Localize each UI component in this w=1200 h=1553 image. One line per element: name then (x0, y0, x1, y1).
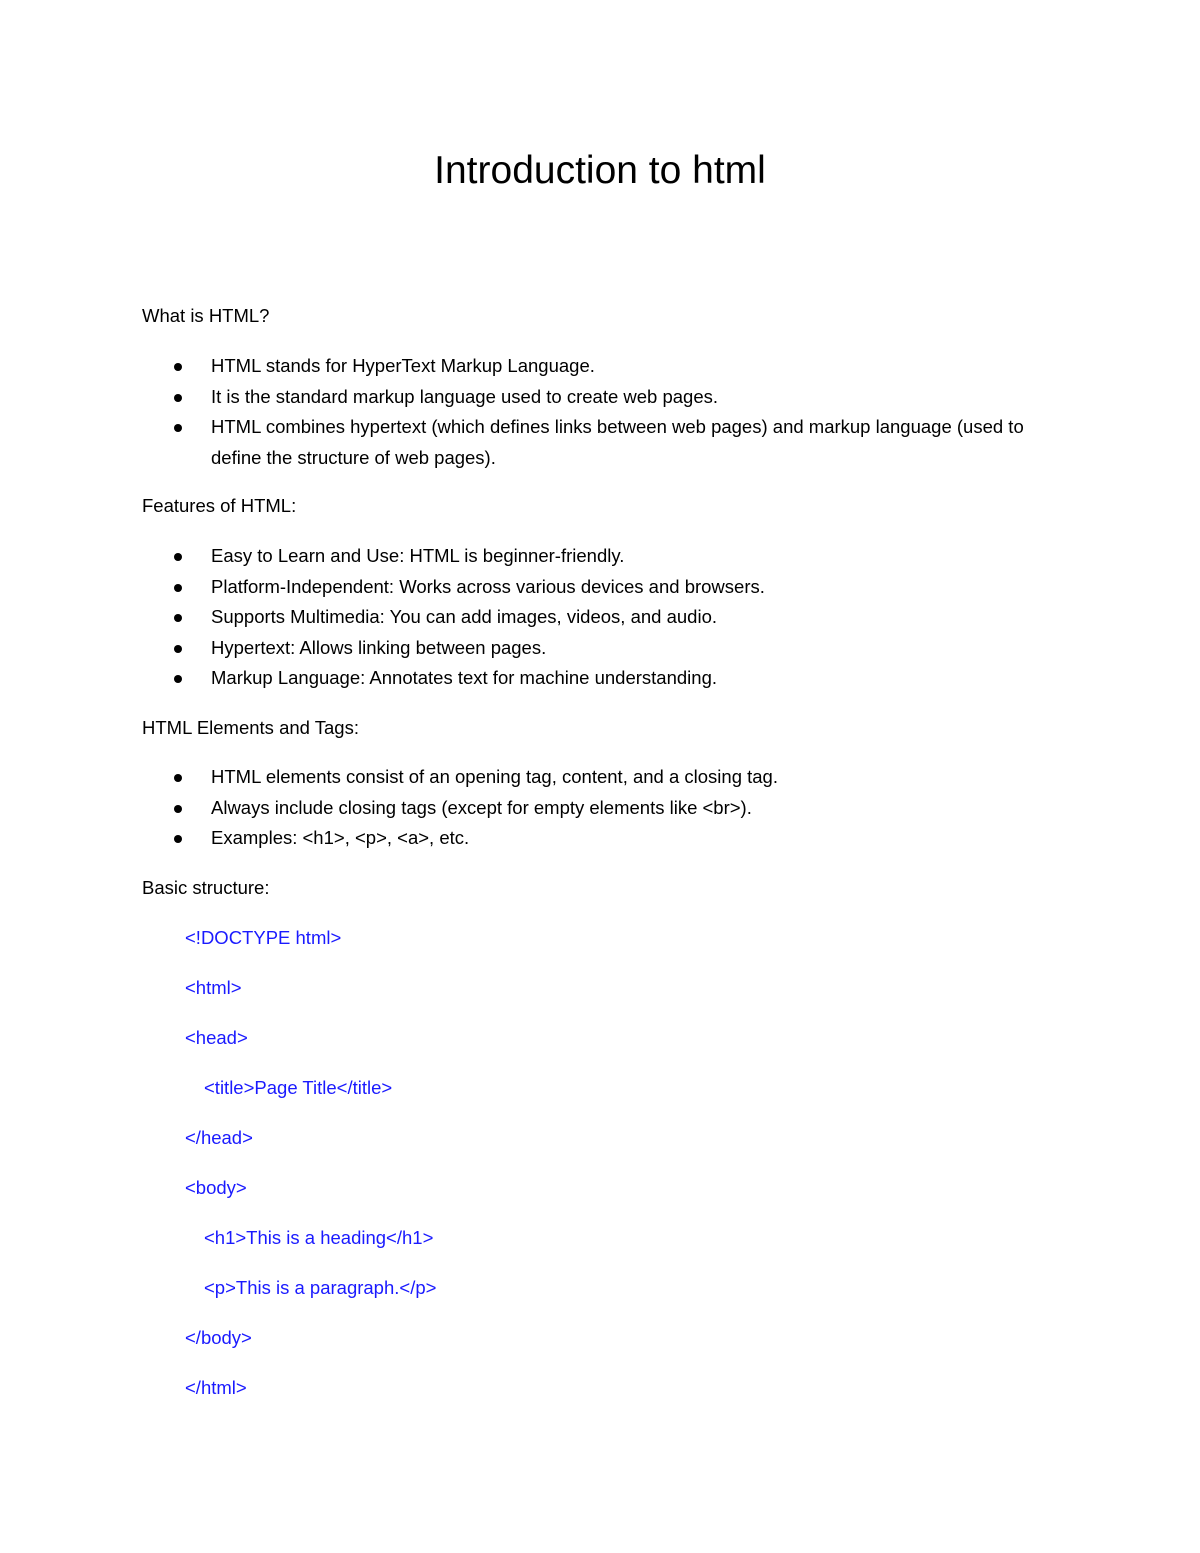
bullet-icon (174, 394, 182, 402)
list-item-text: HTML stands for HyperText Markup Language. (211, 355, 595, 376)
list-item-text: HTML elements consist of an opening tag, content, and a closing tag. (211, 766, 778, 787)
bullet-icon (174, 645, 182, 653)
section-elements-tags (142, 713, 1062, 854)
code-line: </body> (185, 1327, 252, 1348)
list-item-text: Markup Language: Annotates text for machine understanding. (211, 667, 718, 688)
list-item-text: Always include closing tags (except for empty elements like <br>). (211, 796, 752, 818)
list-item (142, 793, 1062, 824)
bullet-icon (174, 424, 182, 432)
page-title: Introduction to html (434, 149, 766, 192)
bullet-icon (174, 363, 182, 371)
code-line: </html> (185, 1377, 247, 1398)
list-item (142, 663, 1062, 694)
list-item-text: It is the standard markup language used to create web pages. (211, 385, 719, 407)
code-line: <body> (185, 1177, 247, 1198)
list-item-text: Easy to Learn and Use: HTML is beginner-friendly. (211, 545, 625, 566)
code-line: <head> (185, 1027, 248, 1048)
section-heading: Features of HTML: (142, 495, 297, 516)
section-features (142, 491, 1062, 694)
code-line: <p>This is a paragraph.</p> (204, 1277, 437, 1298)
bullet-icon (174, 835, 182, 843)
list-item (142, 823, 1062, 854)
list-item (142, 351, 1062, 382)
code-line: <h1>This is a heading</h1> (204, 1227, 434, 1248)
list-item-text: Hypertext: Allows linking between pages. (211, 636, 547, 658)
list-item-text: Platform-Independent: Works across various devices and browsers. (211, 575, 765, 597)
section-heading: Basic structure: (142, 877, 270, 898)
list-item-text: Examples: <h1>, <p>, <a>, etc. (211, 827, 470, 848)
list-item (142, 541, 1062, 572)
bullet-icon (174, 805, 182, 813)
list-item (142, 382, 1062, 413)
section-heading: HTML Elements and Tags: (142, 717, 359, 738)
bullet-icon (174, 584, 182, 592)
list-item-text: HTML combines hypertext (which defines links between web pages) and markup language (used to define the structure of web pages). (211, 416, 1024, 468)
section-heading: What is HTML? (142, 305, 270, 326)
list-item (142, 633, 1062, 664)
bullet-icon (174, 774, 182, 782)
code-line: <!DOCTYPE html> (185, 927, 342, 948)
section-basic-structure (142, 873, 1062, 903)
bullet-list (142, 762, 1062, 854)
list-item (142, 762, 1062, 793)
code-line: <title>Page Title</title> (204, 1077, 393, 1098)
bullet-icon (174, 675, 182, 683)
list-item (142, 412, 1062, 473)
code-line: </head> (185, 1127, 253, 1148)
section-what-is-html (142, 301, 1062, 473)
list-item-text: Supports Multimedia: You can add images, videos, and audio. (211, 606, 717, 627)
bullet-list (142, 541, 1062, 694)
code-line: <html> (185, 977, 242, 998)
list-item (142, 572, 1062, 603)
bullet-icon (174, 553, 182, 561)
bullet-list (142, 351, 1062, 473)
bullet-icon (174, 614, 182, 622)
list-item (142, 602, 1062, 633)
